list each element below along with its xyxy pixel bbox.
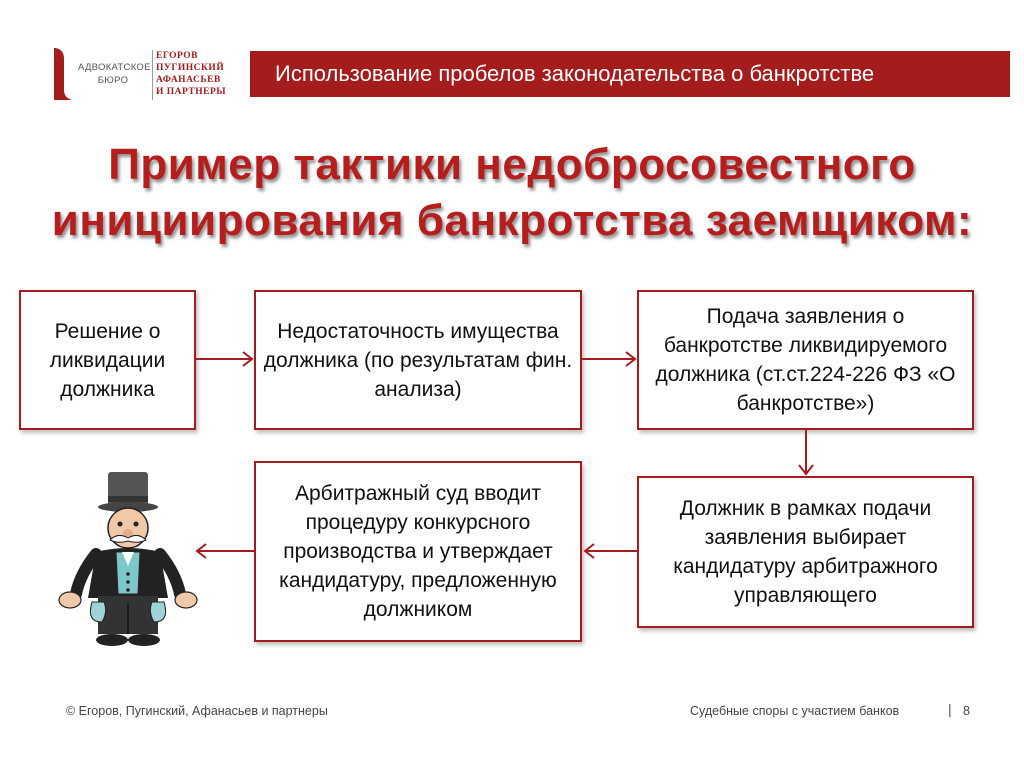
arrow-left-1-icon xyxy=(585,544,637,558)
company-logo xyxy=(48,46,238,102)
logo-right-text xyxy=(156,50,226,98)
logo-line-1: ЕГОРОВ xyxy=(156,51,199,61)
flow-step-filing-application-text: Подача заявления о банкротстве ликвидируемого должника (ст.ст.224-226 ФЗ «О банкротстве») xyxy=(655,305,956,415)
logo-divider xyxy=(152,50,153,100)
flow-step-court-procedure xyxy=(254,461,582,642)
page-title-line-1: Пример тактики недобросовестного xyxy=(108,140,916,189)
flow-step-choose-manager-text: Должник в рамках подачи заявления выбирает кандидатуру арбитражного управляющего xyxy=(673,497,938,607)
flow-step-insufficient-assets xyxy=(254,290,582,430)
page-number: 8 xyxy=(963,704,970,718)
page-title xyxy=(0,137,1024,249)
footer-separator: | xyxy=(948,701,952,717)
footer-section-title: Судебные споры с участием банков xyxy=(690,704,900,718)
flow-step-choose-manager xyxy=(637,476,974,628)
arrow-right-1-icon xyxy=(196,352,252,366)
flow-step-filing-application xyxy=(637,290,974,430)
header-bar: Использование пробелов законодательства о банкротстве xyxy=(250,51,1010,97)
logo-line-3: АФАНАСЬЕВ xyxy=(156,75,221,85)
banker-empty-pockets-illustration xyxy=(46,470,206,650)
logo-mark-icon xyxy=(48,46,74,102)
footer-copyright: © Егоров, Пугинский, Афанасьев и партнеры xyxy=(66,704,328,718)
page-title-line-2: инициирования банкротства заемщиком: xyxy=(51,196,973,245)
flow-step-liquidation-text: Решение о ликвидации должника xyxy=(49,319,166,401)
arrow-right-2-icon xyxy=(582,352,635,366)
logo-line-2: ПУГИНСКИЙ xyxy=(156,63,225,73)
flow-step-liquidation xyxy=(19,290,196,430)
flow-step-insufficient-assets-text: Недостаточность имущества должника (по результатам фин. анализа) xyxy=(263,319,573,401)
logo-left-text: АДВОКАТСКОЕ БЮРО xyxy=(78,62,151,86)
logo-line-4: И ПАРТНЕРЫ xyxy=(156,87,227,97)
arrow-down-icon xyxy=(799,430,813,474)
flow-step-court-procedure-text: Арбитражный суд вводит процедуру конкурсного производства и утверждает кандидатуру, предложенную должником xyxy=(279,482,557,621)
